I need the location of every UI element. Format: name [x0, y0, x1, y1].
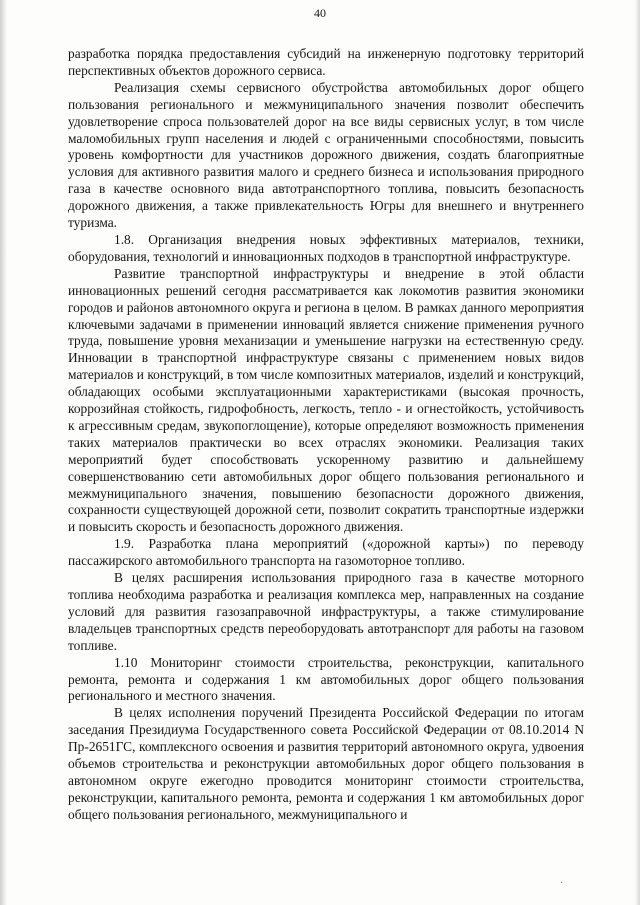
paragraph-2: Реализация схемы сервисного обустройства автомобильных дорог общего пользования регионального и межмуниципального значения позволит обеспечить удовлетворение спроса пользователей дорог на все виды сервисных услуг, в том числе маломобильных групп населения и людей с ограниченными способностями, повысить уровень комфортности для участников дорожного движения, создать благоприятные условия для активного развития малого и среднего бизнеса и использования природного газа в качестве основного вида автотранспортного топлива, повысить безопасность дорожного движения, а также привлекательность Югры для внешнего и внутреннего туризма.: [68, 79, 584, 231]
section-heading-1-8: 1.8. Организация внедрения новых эффективных материалов, техники, оборудования, технологий и инновационных подходов в транспортной инфраструктуре.: [68, 231, 584, 264]
page-number: 40: [314, 6, 326, 20]
section-heading-1-10: 1.10 Мониторинг стоимости строительства, реконструкции, капитального ремонта, ремонта и содержания 1 км автомобильных дорог общего пользования регионального и местного значения.: [68, 654, 584, 704]
paragraph-3: Развитие транспортной инфраструктуры и внедрение в этой области инновационных решений сегодня рассматривается как локомотив развития экономики городов и районов автономного округа и региона в целом. В рамках данного мероприятия ключевыми задачами в применении инноваций является снижение применения ручного труда, повышение уровня механизации и уменьшение нагрузки на естественную среду. Инновации в транспортной инфраструктуре связаны с применением новых видов материалов и конструкций, в том числе композитных материалов, изделий и конструкций, обладающих особыми эксплуатационными характеристиками (высокая прочность, коррозийная стойкость, гидрофобность, легкость, тепло - и огнестойкость, устойчивость к агрессивным средам, звукопоглощение), которые определяют возможность применения таких материалов практически во всех отраслях экономики. Реализация таких мероприятий будет способствовать ускоренному развитию и дальнейшему совершенствованию сети автомобильных дорог общего пользования регионального и межмуниципального значения, повышению безопасности дорожного движения, сохранности существующей дорожной сети, позволит сократить транспортные издержки и повысить скорость и безопасность дорожного движения.: [68, 265, 584, 535]
scan-shadow-left: [0, 0, 7, 905]
scan-mark: ·: [560, 878, 564, 889]
document-body: [68, 46, 584, 824]
paragraph-1: разработка порядка предоставления субсидий на инженерную подготовку территорий перспективных объектов дорожного сервиса.: [68, 46, 584, 78]
paragraph-5: В целях исполнения поручений Президента Российской Федерации по итогам заседания Президиума Государственного совета Российской Федерации от 08.10.2014 N Пр-2651ГС, комплексного освоения и развития территорий автономного округа, удвоения объемов строительства и реконструкции автомобильных дорог общего пользования в автономном округе ежегодно проводится мониторинг стоимости строительства, реконструкции, капитального ремонта, ремонта и содержания 1 км автомобильных дорог общего пользования регионального, межмуниципального и: [68, 705, 584, 822]
paragraph-4: В целях расширения использования природного газа в качестве моторного топлива необходима разработка и реализация комплекса мер, направленных на создание условий для развития газозаправочной инфраструктуры, а также стимулирование владельцев транспортных средств переоборудовать автотранспорт для работы на газовом топливе.: [68, 570, 584, 653]
scan-shadow-right: [635, 0, 640, 905]
section-heading-1-9: 1.9. Разработка плана мероприятий («дорожной карты») по переводу пассажирского автомобильного транспорта на газомоторное топливо.: [68, 536, 584, 569]
